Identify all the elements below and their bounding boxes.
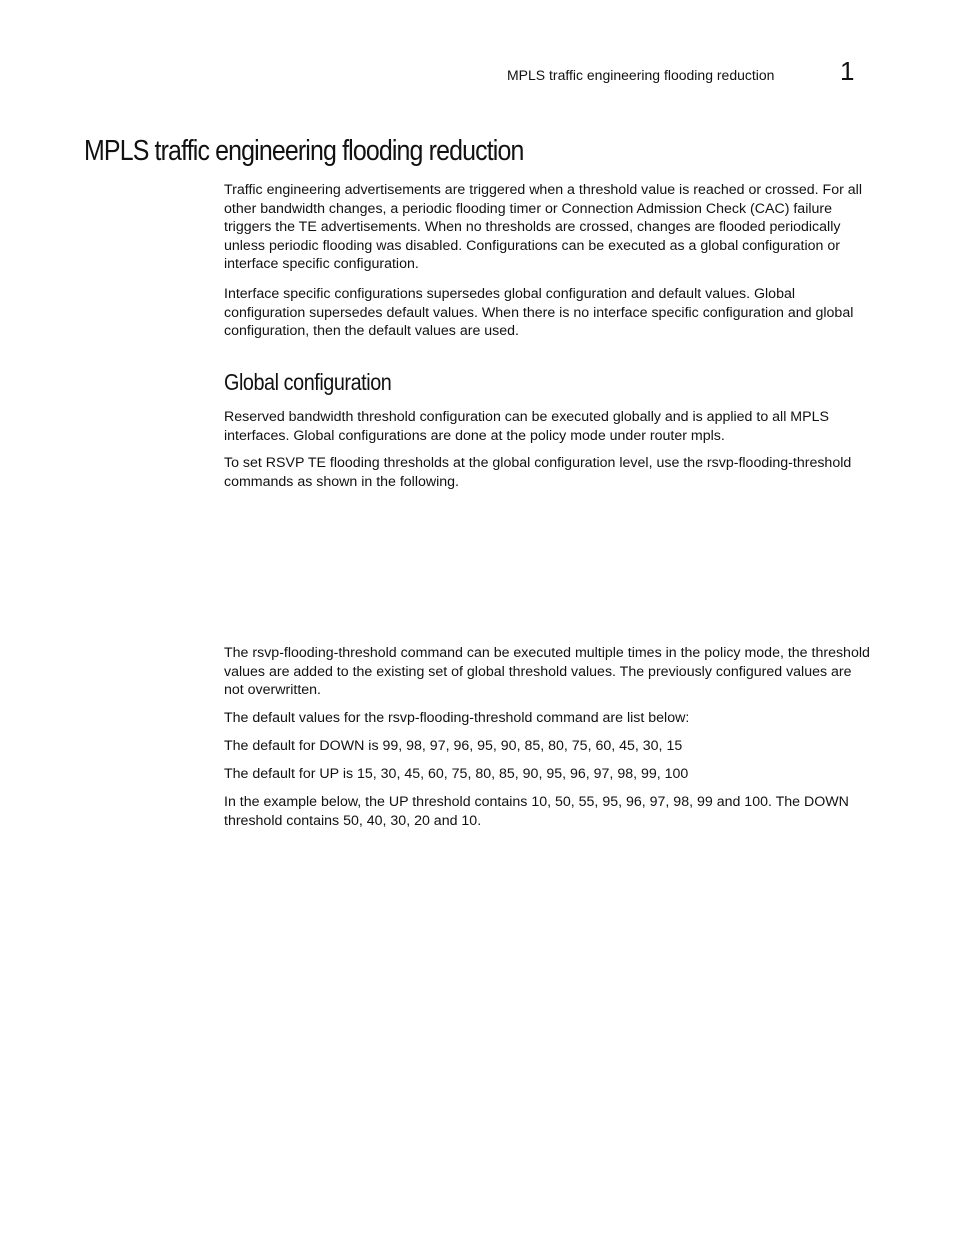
after-example-text-2: The default values for the rsvp-flooding-threshold command are list below:	[224, 710, 690, 726]
intro-paragraph-1	[224, 181, 870, 274]
section-heading-global-configuration: Global configuration	[224, 369, 392, 395]
chapter-number: 1	[840, 56, 855, 86]
example-threshold-paragraph	[224, 793, 870, 830]
running-header-title: MPLS traffic engineering flooding reduction	[507, 67, 775, 83]
default-up-values	[224, 765, 870, 784]
intro-text-1: Traffic engineering advertisements are triggered when a threshold value is reached or crossed. For all other bandwidth changes, a periodic flooding timer or Connection Admission Check (CAC) failure triggers the TE advertisements. When no thresholds are crossed, changes are flooded periodically unless periodic flooding was disabled. Configurations can be executed as a global configuration or interface specific configuration.	[224, 182, 862, 273]
global-text-2: To set RSVP TE flooding thresholds at the global configuration level, use the rsvp-flooding-threshold commands as shown in the following.	[224, 455, 852, 490]
page-title: MPLS traffic engineering flooding reduction	[84, 135, 524, 167]
example-blank-area	[224, 505, 870, 633]
global-paragraph-1	[224, 408, 870, 445]
intro-text-2: Interface specific configurations supersedes global configuration and default values. Global configuration supersedes default values. When there is no interface specific configuration and global configuration, then the default values are used.	[224, 286, 854, 340]
default-down-values	[224, 737, 870, 756]
global-paragraph-2	[224, 454, 870, 491]
after-example-paragraph-1	[224, 644, 870, 700]
after-example-paragraph-2	[224, 709, 870, 728]
global-text-1: Reserved bandwidth threshold configuration can be executed globally and is applied to all MPLS interfaces. Global configurations are done at the policy mode under router mpls.	[224, 409, 829, 444]
intro-paragraph-2	[224, 285, 870, 341]
after-example-text-1: The rsvp-flooding-threshold command can be executed multiple times in the policy mode, the threshold values are added to the existing set of global threshold values. The previously configured values are not overwritten.	[224, 645, 870, 699]
example-threshold-text: In the example below, the UP threshold contains 10, 50, 55, 95, 96, 97, 98, 99 and 100. The DOWN threshold contains 50, 40, 30, 20 and 10.	[224, 794, 849, 829]
default-up-text: The default for UP is 15, 30, 45, 60, 75, 80, 85, 90, 95, 96, 97, 98, 99, 100	[224, 766, 689, 782]
default-down-text: The default for DOWN is 99, 98, 97, 96, 95, 90, 85, 80, 75, 60, 45, 30, 15	[224, 738, 683, 754]
